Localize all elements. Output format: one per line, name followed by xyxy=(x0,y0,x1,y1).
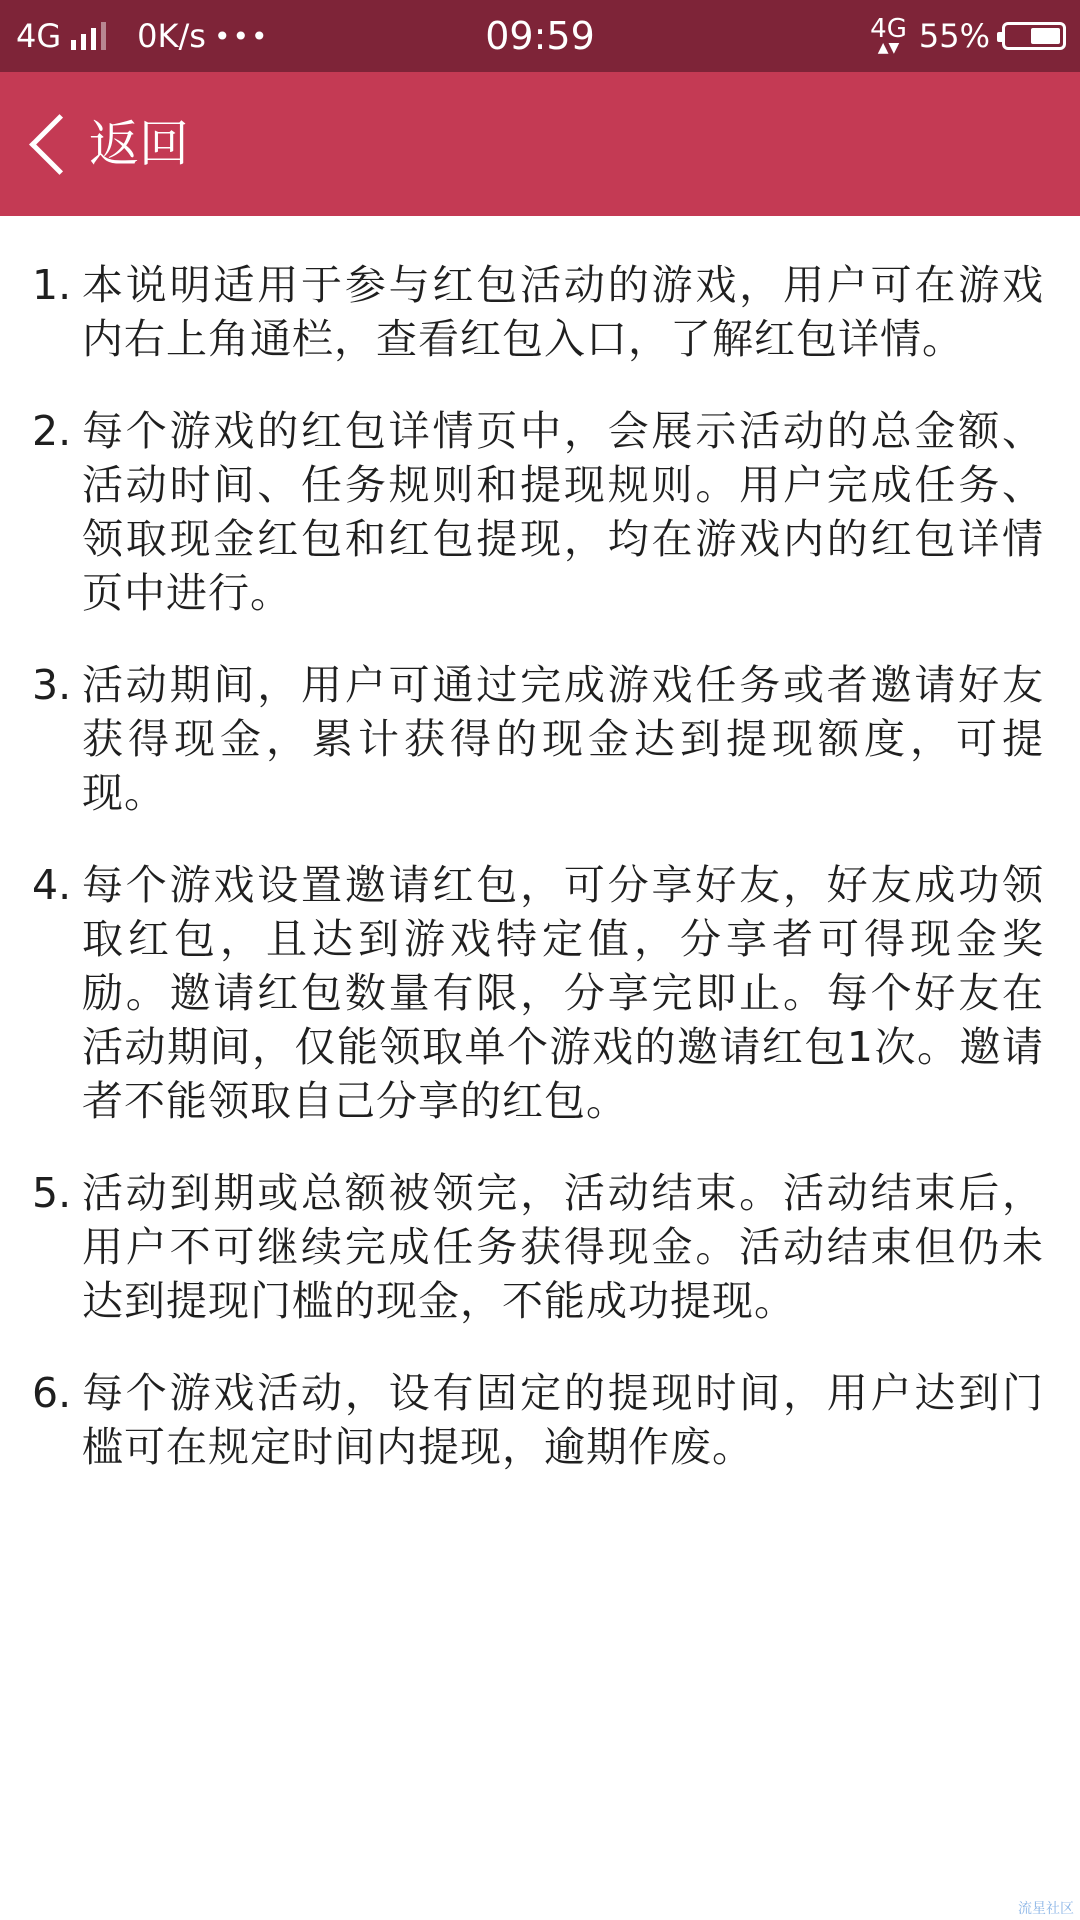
rule-item xyxy=(32,258,1044,366)
rule-text: 每个游戏活动，设有固定的提现时间，用户达到门槛可在规定时间内提现，逾期作废。 xyxy=(82,1369,1044,1471)
status-bar xyxy=(0,0,1080,72)
rule-number: 6. xyxy=(32,1369,72,1417)
clock: 09:59 xyxy=(485,14,595,58)
battery-fill xyxy=(1031,28,1060,44)
back-label: 返回 xyxy=(89,115,189,173)
rule-number: 1. xyxy=(32,261,72,309)
rule-number: 4. xyxy=(32,861,72,909)
rule-text: 每个游戏的红包详情页中，会展示活动的总金额、活动时间、任务规则和提现规则。用户完成任务、领取现金红包和红包提现，均在游戏内的红包详情页中进行。 xyxy=(82,407,1044,617)
rule-number: 5. xyxy=(32,1169,72,1217)
rule-text: 本说明适用于参与红包活动的游戏，用户可在游戏内右上角通栏，查看红包入口，了解红包详情。 xyxy=(82,261,1044,363)
header-bar xyxy=(0,72,1080,216)
battery-icon xyxy=(1002,22,1066,50)
data-network-indicator xyxy=(870,14,907,56)
data-arrows-icon: ▲▼ xyxy=(877,40,900,56)
rules-list xyxy=(0,258,1080,1474)
rule-text: 每个游戏设置邀请红包，可分享好友，好友成功领取红包，且达到游戏特定值，分享者可得现金奖励。邀请红包数量有限，分享完即止。每个好友在活动期间，仅能领取单个游戏的邀请红包1次。邀请者不能领取自己分享的红包。 xyxy=(82,861,1044,1125)
rule-item xyxy=(32,1166,1044,1328)
rule-item xyxy=(32,1366,1044,1474)
battery-percent: 55% xyxy=(918,17,990,55)
rule-item xyxy=(32,658,1044,820)
network-speed: 0K/s xyxy=(137,17,206,55)
rules-content xyxy=(0,216,1080,1512)
rule-item xyxy=(32,404,1044,620)
rule-number: 3. xyxy=(32,661,72,709)
network-type-right: 4G xyxy=(870,14,907,44)
rule-item xyxy=(32,858,1044,1128)
chevron-left-icon xyxy=(29,114,90,175)
network-type-left: 4G xyxy=(16,17,62,55)
rule-text: 活动期间，用户可通过完成游戏任务或者邀请好友获得现金，累计获得的现金达到提现额度，可提现。 xyxy=(82,661,1044,817)
status-right xyxy=(870,0,1066,72)
rule-number: 2. xyxy=(32,407,72,455)
more-dots-icon: ••• xyxy=(213,19,270,53)
watermark: 流星社区 xyxy=(1018,1901,1074,1917)
back-button[interactable] xyxy=(24,72,189,216)
rule-text: 活动到期或总额被领完，活动结束。活动结束后，用户不可继续完成任务获得现金。活动结束但仍未达到提现门槛的现金，不能成功提现。 xyxy=(82,1169,1044,1325)
